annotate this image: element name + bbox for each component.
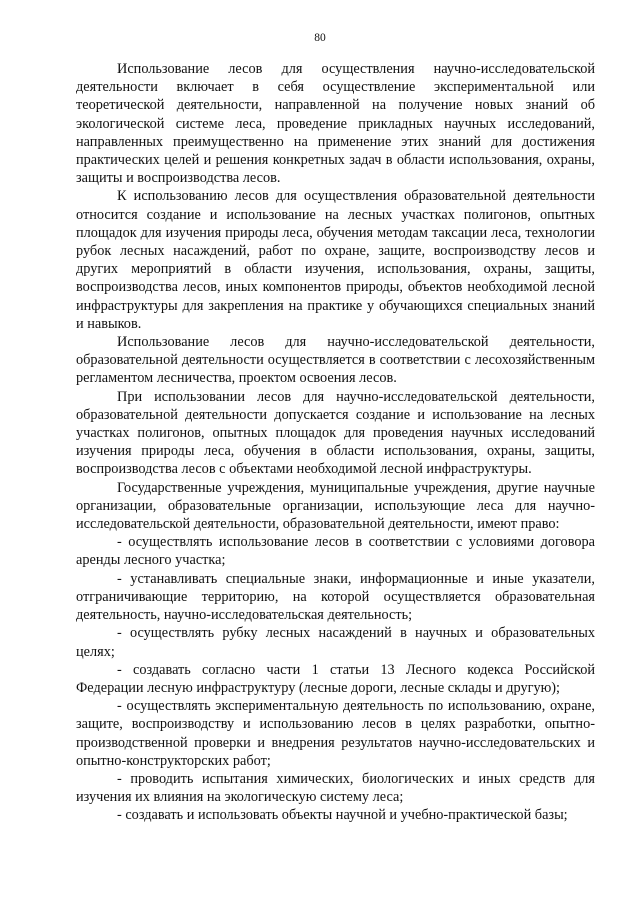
paragraph-polygons: При использовании лесов для научно-исследовательской деятельности, образовательной деятельности допускается создание и использование на лесных участках полигонов, опытных площадок для проведения научных исследований изучения природы леса, обучения в области использования, охраны, защиты, воспроизводства лесов с объектами необходимой лесной инфраструктуры. — [76, 388, 595, 478]
paragraph-rights-intro: Государственные учреждения, муниципальные учреждения, другие научные организации, образовательные организации, использующие леса для научно-исследовательской деятельности, образовательной деятельности, имеют право: — [76, 479, 595, 533]
paragraph-educational-use: К использованию лесов для осуществления образовательной деятельности относится создание и использование на лесных участках полигонов, опытных площадок для изучения природы леса, обучения методам таксации леса, технологии рубок лесных насаждений, работ по охране, защите, воспроизводству лесов и других мероприятий в области изучения, использования, охраны, защиты, воспроизводства лесов, иных компонентов природы, объектов необходимой лесной инфраструктуры для закрепления на практике у обучающихся специальных знаний и навыков. — [76, 188, 595, 332]
list-item: - осуществлять рубку лесных насаждений в научных и образовательных целях; — [76, 625, 595, 660]
paragraph-research-use: Использование лесов для осуществления научно-исследовательской деятельности включает в себя осуществление экспериментальной или теоретической деятельности, направленной на получение новых знаний об экологической системе леса, проведение прикладных научных исследований, направленных преимущественно на применение этих знаний для достижения практических целей и решения конкретных задач в области использования, охраны, защиты и воспроизводства лесов. — [76, 61, 595, 187]
list-item: - осуществлять использование лесов в соответствии с условиями договора аренды лесного участка; — [76, 534, 595, 569]
paragraph-regulation: Использование лесов для научно-исследовательской деятельности, образовательной деятельности осуществляется в соответствии с лесохозяйственным регламентом лесничества, проектом освоения лесов. — [76, 334, 595, 387]
list-item: - создавать согласно части 1 статьи 13 Лесного кодекса Российской Федерации лесную инфраструктуру (лесные дороги, лесные склады и другую); — [76, 661, 595, 696]
list-item: - устанавливать специальные знаки, информационные и иные указатели, отграничивающие территорию, на которой осуществляется образовательная деятельность, научно-исследовательская деятельность; — [76, 570, 595, 624]
document-body — [76, 60, 595, 825]
list-item: - создавать и использовать объекты научной и учебно-практической базы; — [117, 807, 568, 824]
list-item: - проводить испытания химических, биологических и иных средств для изучения их влияния на экологическую систему леса; — [76, 770, 595, 806]
page-number: 80 — [314, 32, 326, 44]
list-item: - осуществлять экспериментальную деятельность по использованию, охране, защите, воспроизводству и использованию лесов в целях разработки, опытно-производственной проверки и внедрения результатов научно-исследовательских и опытно-конструкторских работ; — [76, 698, 595, 769]
